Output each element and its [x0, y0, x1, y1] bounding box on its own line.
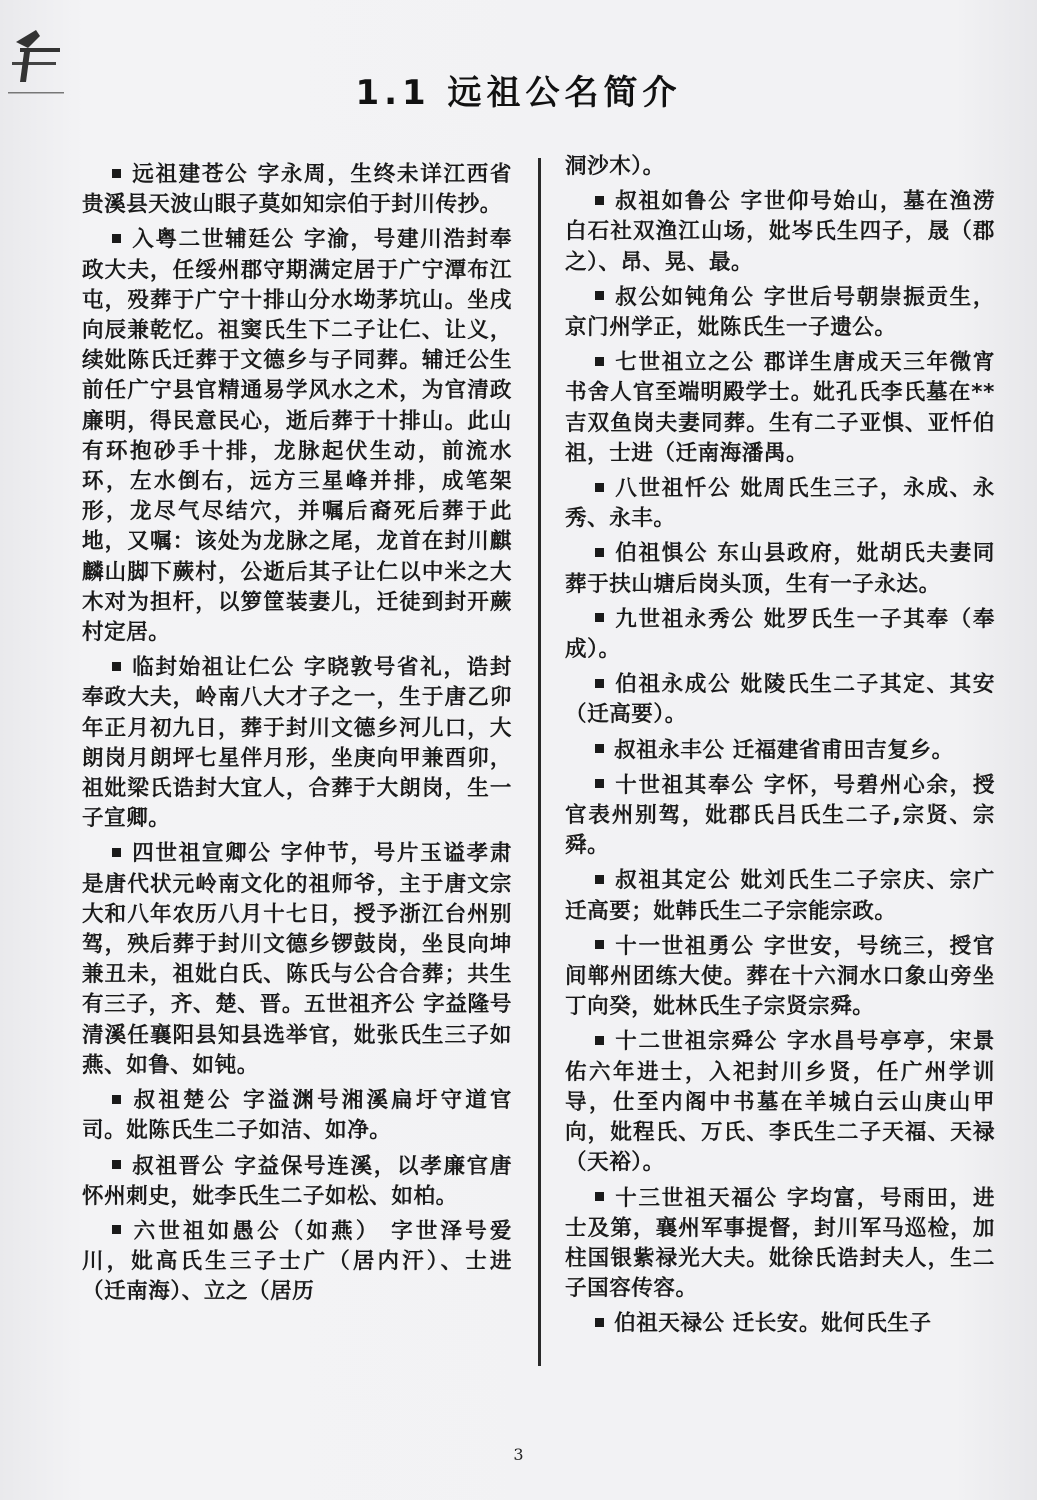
column-divider	[538, 158, 541, 1366]
square-bullet-icon	[595, 940, 604, 949]
left-column	[82, 160, 512, 1313]
paragraph: 叔祖晋公 字益保号连溪，以孝廉官唐怀州刺史，妣李氏生二子如松、如柏。	[82, 1153, 512, 1209]
paragraph: 伯祖永成公 妣陵氏生二子其定、其安（迁高要）。	[565, 672, 995, 728]
paragraph: 四世祖宣卿公 字仲节，号片玉谥孝肃是唐代状元岭南文化的祖师爷，主于唐文宗大和八年农历八月十七日，授予浙江台州别驾，殃后葬于封川文德乡锣鼓岗，坐艮向坤兼丑未，祖妣白氏、陈氏与公合合葬；共生有三子，齐、楚、晋。五世祖齐公 字益隆号清溪任襄阳县知县选举官，妣张氏生三子如燕、如鲁、如钝。	[82, 841, 512, 1078]
square-bullet-icon	[595, 1192, 604, 1201]
paragraph: 十二世祖宗舜公 字水昌号亭亭，宋景佑六年进士，入祀封川乡贤，任广州学训导，仕至内阁中书墓在羊城白云山庚山甲向，妣程氏、万氏、李氏生二子天福、天禄（天裕）。	[565, 1029, 995, 1176]
paragraph: 叔祖其定公 妣刘氏生二子宗庆、宗广迁高要；妣韩氏生二子宗能宗政。	[565, 868, 995, 924]
square-bullet-icon	[595, 548, 604, 557]
square-bullet-icon	[112, 662, 121, 671]
square-bullet-icon	[595, 196, 604, 205]
paragraph: 十一世祖勇公 字世安，号统三，授官间郸州团练大使。葬在十六洞水口象山旁坐丁向癸，妣林氏生子宗贤宗舜。	[565, 933, 995, 1020]
square-bullet-icon	[112, 234, 121, 243]
paragraph: 叔祖楚公 字溢渊号湘溪扁圩守道官司。妣陈氏生二子如洁、如净。	[82, 1088, 512, 1144]
paragraph: 伯祖惧公 东山县政府，妣胡氏夫妻同葬于扶山塘后岗头顶，生有一子永达。	[565, 541, 995, 597]
square-bullet-icon	[112, 848, 121, 857]
paragraph: 八世祖忏公 妣周氏生三子，永成、永秀、永丰。	[565, 476, 995, 532]
paragraph: 七世祖立之公 郡详生唐成天三年微宵书舍人官至端明殿学士。妣孔氏李氏墓在**吉双鱼岗夫妻同葬。生有二子亚惧、亚忏伯祖，士进（迁南海潘禺。	[565, 350, 995, 466]
square-bullet-icon	[112, 1160, 121, 1169]
page-number: 3	[513, 1445, 524, 1464]
square-bullet-icon	[595, 779, 604, 788]
square-bullet-icon	[112, 1095, 121, 1104]
square-bullet-icon	[595, 744, 604, 753]
square-bullet-icon	[595, 291, 604, 300]
square-bullet-icon	[595, 875, 604, 884]
square-bullet-icon	[112, 1225, 121, 1234]
square-bullet-icon	[595, 679, 604, 688]
square-bullet-icon	[595, 1036, 604, 1045]
paragraph: 入粤二世辅廷公 字渝，号建川浩封奉政大夫，任绥州郡守期满定居于广宁潭布江屯，殁葬于广宁十排山分水坳茅坑山。坐戌向辰兼乾忆。祖窦氏生下二子让仁、让义，续妣陈氏迁葬于文德乡与子同葬。辅迁公生前任广宁县官精通易学风水之术，为官清政廉明，得民意民心，逝后葬于十排山。此山有环抱砂手十排，龙脉起伏生动，前流水环，左水倒右，远方三星峰并排，成笔架形，龙尽气尽结穴，并嘱后裔死后葬于此地，又嘱：该处为龙脉之尾，龙首在封川麒麟山脚下蕨村，公逝后其子让仁以中米之大木对为担杆，以箩筐装妻儿，迁徒到封开蕨村定居。	[82, 227, 512, 646]
paragraph: 十三世祖天福公 字均富，号雨田，进士及第，襄州军事提督，封川军马巡检，加柱国银紫禄光大夫。妣徐氏诰封夫人，生二子国容传容。	[565, 1185, 995, 1302]
square-bullet-icon	[112, 169, 121, 178]
paragraph: 临封始祖让仁公 字晓敦号省礼，诰封奉政大夫，岭南八大才子之一，生于唐乙卯年正月初九日，葬于封川文德乡河儿口，大朗岗月朗坪七星伴月形，坐庚向甲兼酉卯，祖妣梁氏诰封大宜人，合葬于大朗岗，生一子宣卿。	[82, 655, 512, 832]
paragraph: 十世祖其奉公 字怀，号碧州心余，授官表州别驾，妣郡氏吕氏生二子,宗贤、宗舜。	[565, 772, 995, 859]
paragraph-continuation: 洞沙木）。	[565, 154, 665, 179]
paragraph: 叔祖如鲁公 字世仰号始山，墓在渔涝白石社双渔江山场，妣岑氏生四子，晟（郡之）、昂、晃、最。	[565, 189, 995, 275]
paragraph: 六世祖如愚公（如燕） 字世泽号爱川，妣高氏生三子士广（居内汗）、士进（迁南海）、立之（居历	[82, 1218, 512, 1305]
square-bullet-icon	[595, 357, 604, 366]
paragraph: 九世祖永秀公 妣罗氏生一子其奉（奉成）。	[565, 606, 995, 663]
right-column	[565, 152, 995, 1345]
square-bullet-icon	[595, 1318, 604, 1327]
square-bullet-icon	[595, 483, 604, 492]
paragraph: 远祖建苍公 字永周，生终未详江西省贵溪县天波山眼子莫如知宗伯于封川传抄。	[82, 162, 512, 218]
paragraph: 伯祖天禄公 迁长安。妣何氏生子	[565, 1309, 995, 1339]
paragraph: 叔公如钝角公 字世后号朝崇振贡生，京门州学正，妣陈氏生一子遗公。	[565, 284, 995, 341]
page-title: 1.1 远祖公名简介	[355, 72, 682, 113]
square-bullet-icon	[595, 613, 604, 622]
paragraph: 叔祖永丰公 迁福建省甫田吉复乡。	[565, 736, 995, 766]
